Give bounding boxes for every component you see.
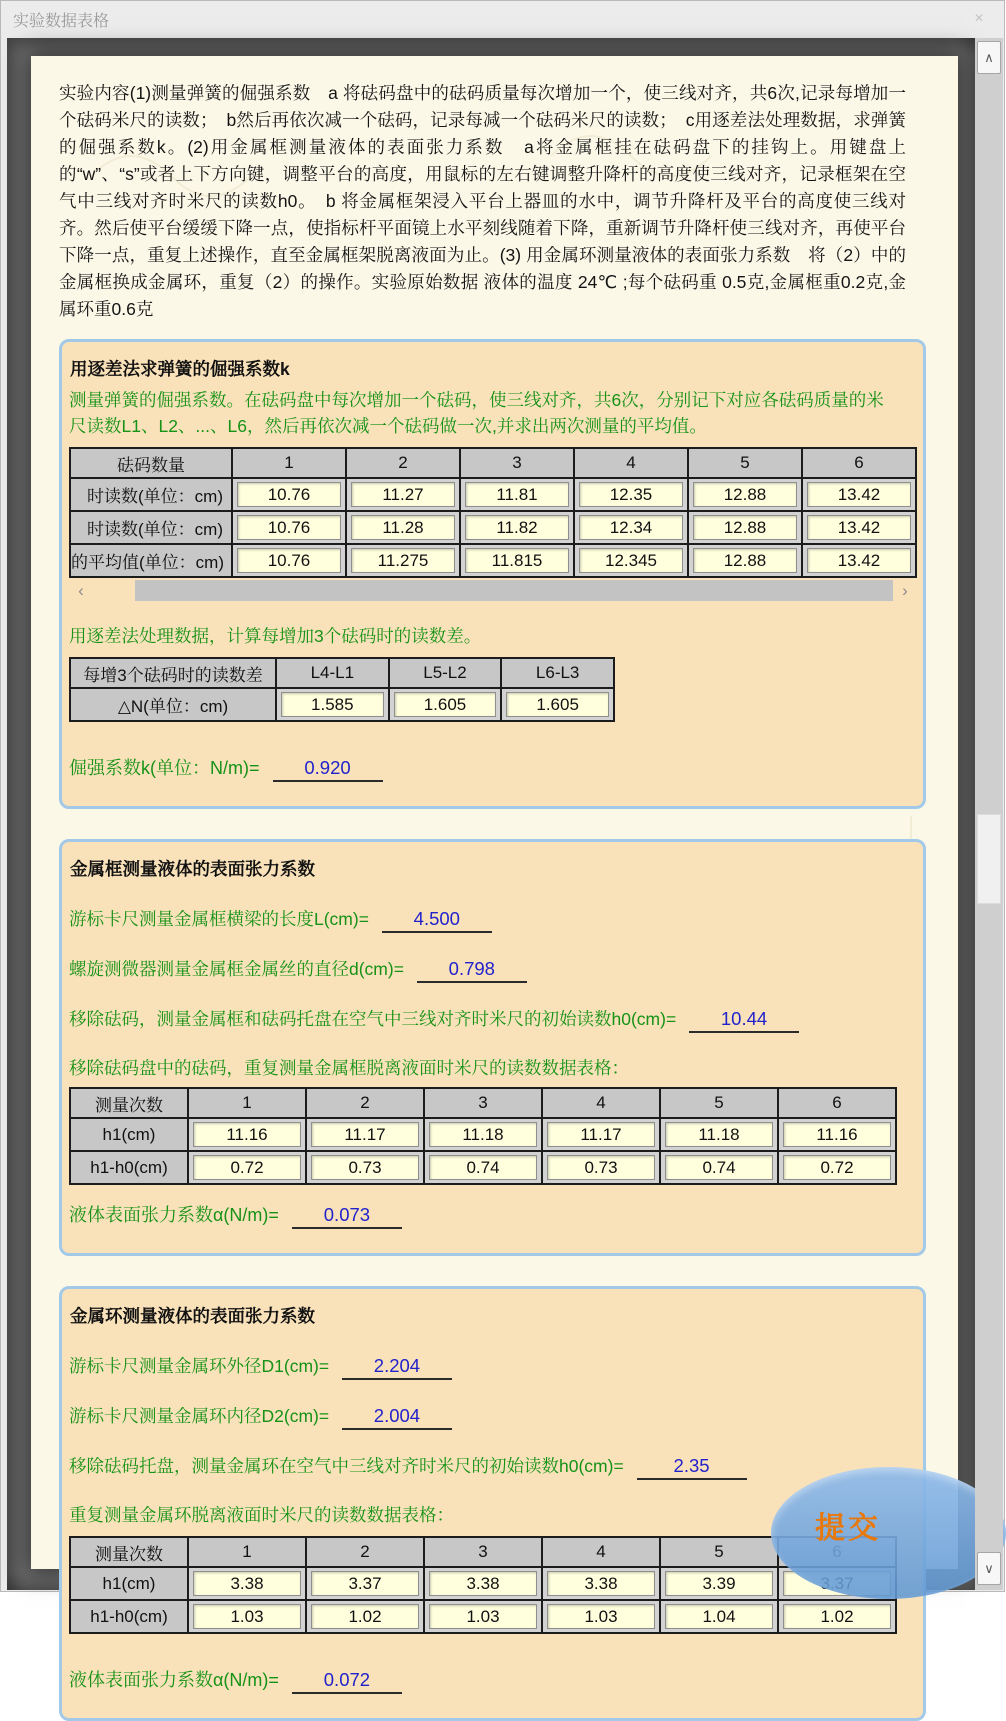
header-cell: 6 (802, 448, 916, 478)
header-cell: 砝码数量 (70, 448, 232, 478)
reading-input[interactable]: 12.88 (693, 548, 797, 573)
header-cell: 每增3个砝码时的读数差 (70, 658, 276, 688)
frame-alpha-field[interactable]: 0.073 (292, 1204, 402, 1229)
row-label: h1(cm) (70, 1118, 188, 1151)
table-row (70, 688, 614, 721)
header-cell: 2 (306, 1088, 424, 1118)
header-cell: L5-L2 (389, 658, 502, 688)
window-frame (7, 38, 975, 1690)
frame-initial-reading-field[interactable]: 10.44 (689, 1008, 799, 1033)
ring-alpha-result-row (69, 1666, 915, 1694)
header-cell: L6-L3 (501, 658, 614, 688)
stiffness-result-label: 倔强系数k(单位：N/m)= (69, 758, 260, 778)
ring-inner-diameter-field[interactable]: 2.004 (342, 1405, 452, 1430)
reading-input[interactable]: 11.16 (193, 1122, 301, 1147)
diff-method-note: 用逐差法处理数据，计算每增加3个砝码时的读数差。 (69, 626, 482, 646)
scroll-left-icon[interactable]: ‹ (78, 581, 84, 600)
header-cell: 2 (346, 448, 460, 478)
header-cell: 1 (188, 1088, 306, 1118)
reading-input[interactable]: 12.35 (579, 482, 683, 507)
panel-spring-stiffness (59, 339, 926, 809)
table-row (70, 1151, 896, 1184)
reading-input[interactable]: 3.38 (193, 1571, 301, 1596)
table-header-row (70, 448, 916, 478)
report-paper (31, 56, 958, 1690)
reading-input[interactable]: 0.73 (311, 1155, 419, 1180)
header-cell: 4 (542, 1088, 660, 1118)
panel-spring-title: 用逐差法求弹簧的倔强系数k (70, 359, 290, 379)
header-cell: 1 (232, 448, 346, 478)
reading-input[interactable]: 11.17 (311, 1122, 419, 1147)
stiffness-value-field[interactable]: 0.920 (273, 757, 383, 782)
table-horizontal-scrollbar (69, 580, 917, 601)
difference-table (69, 657, 615, 722)
reading-input[interactable]: 11.815 (465, 548, 569, 573)
window-title: 实验数据表格 (13, 12, 110, 30)
reading-input[interactable]: 1.04 (665, 1604, 773, 1629)
reading-input[interactable]: 12.34 (579, 515, 683, 540)
table-header-row (70, 658, 614, 688)
scroll-right-icon[interactable]: › (902, 581, 908, 600)
reading-input[interactable]: 0.74 (665, 1155, 773, 1180)
reading-input[interactable]: 0.74 (429, 1155, 537, 1180)
experiment-instructions: 实验内容(1)测量弹簧的倔强系数 a 将砝码盘中的砝码质量每次增加一个，使三线对齐，共6次,记录每增加一个砝码米尺的读数； b然后再依次减一个砝码，记录每减一个砝码米尺的读数； c用逐差法处理数据，求弹簧的倔强系数k。(2)用金属框测量液体的表面张力系数 a将金属框挂在砝码盘下的挂钩上。用键盘上的“w”、“s”或者上下方向键，调整平台的高度，用鼠标的左右键调整升降杆的高度使三线对齐，记录框架在空气中三线对齐时米尺的读数h0。 b 将金属框架浸入平台上器皿的水中，调节升降杆及平台的高度使三线对齐。然后使平台缓缓下降一点，使指标杆平面镜上水平刻线随着下降，重新调节升降杆使三线对齐，再使平台下降一点，重复上述操作，直至金属框架脱离液面为止。(3) 用金属环测量液体的表面张力系数 将（2）中的金属框换成金属环，重复（2）的操作。实验原始数据 液体的温度 24℃ ;每个砝码重 0.5克,金属框重0.2克,金属环重0.6克 (59, 83, 906, 319)
frame-length-label: 游标卡尺测量金属框横梁的长度L(cm)= (69, 909, 369, 929)
panel-spring-description: 测量弹簧的倔强系数。在砝码盘中每次增加一个砝码，使三线对齐，共6次，分别记下对应各砝码质量的米尺读数L1、L2、...、L6，然后再依次减一个砝码做一次,并求出两次测量的平均值。 (69, 390, 884, 436)
row-label: h1(cm) (70, 1567, 188, 1600)
ring-inner-diameter-row (69, 1403, 915, 1430)
frame-initial-reading-label: 移除砝码，测量金属框和砝码托盘在空气中三线对齐时米尺的初始读数h0(cm)= (69, 1009, 677, 1029)
ring-outer-diameter-field[interactable]: 2.204 (342, 1355, 452, 1380)
reading-input[interactable]: 0.72 (193, 1155, 301, 1180)
scroll-up-icon[interactable]: ∧ (977, 41, 1001, 74)
header-cell: 2 (306, 1537, 424, 1567)
reading-input[interactable]: 11.27 (351, 482, 455, 507)
reading-input[interactable]: 1.03 (193, 1604, 301, 1629)
reading-input[interactable]: 10.76 (237, 548, 341, 573)
reading-input[interactable]: 1.03 (547, 1604, 655, 1629)
reading-input[interactable]: 11.82 (465, 515, 569, 540)
diff-input[interactable]: 1.585 (281, 692, 384, 717)
reading-input[interactable]: 11.17 (547, 1122, 655, 1147)
reading-input[interactable]: 3.38 (547, 1571, 655, 1596)
spring-readings-table (69, 447, 917, 578)
row-label: 的平均值(单位：cm) (70, 544, 232, 577)
header-cell: 5 (688, 448, 802, 478)
header-cell: 3 (424, 1537, 542, 1567)
ring-table-note: 重复测量金属环脱离液面时米尺的读数数据表格： (69, 1505, 454, 1525)
header-cell: 测量次数 (70, 1537, 188, 1567)
reading-input[interactable]: 11.16 (783, 1122, 891, 1147)
reading-input[interactable]: 13.42 (807, 548, 911, 573)
submit-button[interactable] (771, 1467, 1006, 1599)
table-row (70, 544, 916, 577)
reading-input[interactable]: 3.38 (429, 1571, 537, 1596)
panel-frame-title: 金属框测量液体的表面张力系数 (70, 859, 315, 879)
frame-alpha-result-row (69, 1201, 915, 1229)
row-label: h1-h0(cm) (70, 1600, 188, 1633)
reading-input[interactable]: 1.03 (429, 1604, 537, 1629)
reading-input[interactable]: 13.42 (807, 482, 911, 507)
frame-readings-table (69, 1087, 897, 1185)
panel-ring-title: 金属环测量液体的表面张力系数 (70, 1306, 315, 1326)
reading-input[interactable]: 13.42 (807, 515, 911, 540)
reading-input[interactable]: 1.02 (311, 1604, 419, 1629)
ring-readings-table (69, 1536, 897, 1634)
ring-initial-reading-field[interactable]: 2.35 (637, 1455, 747, 1480)
reading-input[interactable]: 11.275 (351, 548, 455, 573)
table-row (70, 1118, 896, 1151)
row-label: 时读数(单位：cm) (70, 478, 232, 511)
submit-button-label: 提交 (815, 1512, 881, 1545)
frame-wire-diameter-label: 螺旋测微器测量金属框金属丝的直径d(cm)= (69, 959, 404, 979)
reading-input[interactable]: 1.02 (783, 1604, 891, 1629)
panel-metal-frame (59, 839, 926, 1256)
ring-initial-reading-label: 移除砝码托盘，测量金属环在空气中三线对齐时米尺的初始读数h0(cm)= (69, 1456, 624, 1476)
ring-alpha-field[interactable]: 0.072 (292, 1669, 402, 1694)
reading-input[interactable]: 0.72 (783, 1155, 891, 1180)
ring-initial-reading-row (69, 1453, 915, 1480)
reading-input[interactable]: 11.18 (665, 1122, 773, 1147)
header-cell: 1 (188, 1537, 306, 1567)
header-cell: 4 (574, 448, 688, 478)
reading-input[interactable]: 10.76 (237, 515, 341, 540)
frame-wire-diameter-row (69, 956, 915, 983)
header-cell: 4 (542, 1537, 660, 1567)
header-cell: 5 (660, 1537, 778, 1567)
ring-alpha-label: 液体表面张力系数α(N/m)= (69, 1670, 279, 1690)
ring-inner-diameter-label: 游标卡尺测量金属环内径D2(cm)= (69, 1406, 330, 1426)
scrollbar-thumb[interactable] (135, 580, 893, 601)
table-header-row (70, 1088, 896, 1118)
reading-input[interactable]: 0.73 (547, 1155, 655, 1180)
ring-outer-diameter-row (69, 1353, 915, 1380)
reading-input[interactable]: 3.39 (665, 1571, 773, 1596)
reading-input[interactable]: 12.88 (693, 482, 797, 507)
diff-input[interactable]: 1.605 (394, 692, 497, 717)
reading-input[interactable]: 10.76 (237, 482, 341, 507)
row-label: △N(单位：cm) (70, 688, 276, 721)
row-label: 时读数(单位：cm) (70, 511, 232, 544)
stiffness-result-row (69, 754, 915, 782)
scrollbar-track[interactable] (93, 580, 893, 601)
table-row (70, 478, 916, 511)
reading-input[interactable]: 11.81 (465, 482, 569, 507)
frame-length-row (69, 906, 915, 933)
reading-input[interactable]: 11.18 (429, 1122, 537, 1147)
window-vertical-scrollbar[interactable] (975, 38, 1003, 1590)
reading-input[interactable]: 11.28 (351, 515, 455, 540)
reading-input[interactable]: 12.345 (579, 548, 683, 573)
frame-wire-diameter-field[interactable]: 0.798 (417, 958, 527, 983)
ring-outer-diameter-label: 游标卡尺测量金属环外径D1(cm)= (69, 1356, 330, 1376)
table-row (70, 1567, 896, 1600)
header-cell: 5 (660, 1088, 778, 1118)
title-bar (1, 1, 1004, 37)
frame-length-field[interactable]: 4.500 (382, 908, 492, 933)
header-cell: 3 (460, 448, 574, 478)
reading-input[interactable]: 3.37 (311, 1571, 419, 1596)
table-row (70, 1600, 896, 1633)
diff-input[interactable]: 1.605 (506, 692, 609, 717)
frame-table-note: 移除砝码盘中的砝码，重复测量金属框脱离液面时米尺的读数数据表格： (69, 1058, 629, 1078)
frame-initial-reading-row (69, 1006, 915, 1033)
scroll-down-icon[interactable]: ∨ (977, 1552, 1001, 1585)
vertical-scrollbar-thumb[interactable] (977, 814, 1001, 904)
frame-alpha-label: 液体表面张力系数α(N/m)= (69, 1205, 279, 1225)
close-icon[interactable]: × (974, 10, 984, 27)
frame-table-clipped-viewport (69, 1087, 915, 1177)
header-cell: 6 (778, 1088, 896, 1118)
reading-input[interactable]: 12.88 (693, 515, 797, 540)
header-cell: 3 (424, 1088, 542, 1118)
header-cell: L4-L1 (276, 658, 389, 688)
table-row (70, 511, 916, 544)
header-cell: 测量次数 (70, 1088, 188, 1118)
row-label: h1-h0(cm) (70, 1151, 188, 1184)
